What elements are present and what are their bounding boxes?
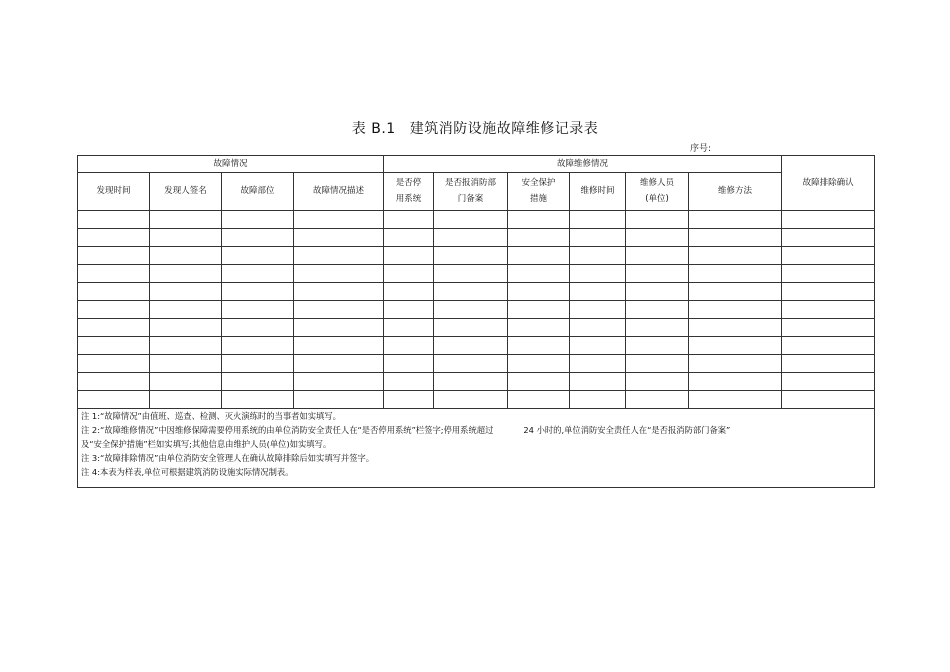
table-row [78, 247, 875, 265]
table-cell [78, 229, 150, 247]
table-cell [626, 373, 689, 391]
note-2-continued: 及“安全保护措施”栏如实填写;其他信息由维护人员(单位)如实填写。 [81, 439, 332, 450]
table-cell [78, 391, 150, 409]
header-stop-system-line2: 用系统 [395, 193, 422, 204]
table-cell [434, 211, 508, 229]
table-cell [222, 301, 294, 319]
fault-repair-record-table [77, 155, 875, 488]
header-fault-part: 故障部位 [222, 173, 294, 211]
table-cell [150, 355, 222, 373]
group-header-repair: 故障维修情况 [384, 156, 782, 173]
table-cell [508, 319, 570, 337]
table-cell [294, 355, 384, 373]
table-cell [508, 373, 570, 391]
table-cell [384, 247, 434, 265]
notes-cell [78, 409, 875, 488]
header-safety-measures [508, 173, 570, 211]
header-found-time: 发现时间 [78, 173, 150, 211]
table-cell [222, 211, 294, 229]
table-cell [434, 373, 508, 391]
table-cell [782, 265, 875, 283]
table-cell [384, 337, 434, 355]
table-cell [782, 301, 875, 319]
table-row [78, 283, 875, 301]
table-cell [782, 283, 875, 301]
table-cell [294, 283, 384, 301]
note-2-part-b: 24 小时的,单位消防安全责任人在“是否报消防部门备案” [523, 425, 731, 436]
table-cell [689, 391, 782, 409]
table-row [78, 229, 875, 247]
table-cell [570, 355, 626, 373]
table-cell [434, 355, 508, 373]
table-cell [150, 319, 222, 337]
table-cell [78, 211, 150, 229]
table-cell [508, 211, 570, 229]
table-cell [434, 301, 508, 319]
table-cell [626, 265, 689, 283]
table-cell [626, 319, 689, 337]
table-cell [508, 229, 570, 247]
table-cell [689, 301, 782, 319]
table-cell [150, 283, 222, 301]
table-cell [782, 391, 875, 409]
table-cell [78, 319, 150, 337]
table-cell [294, 301, 384, 319]
table-cell [78, 373, 150, 391]
table-cell [222, 373, 294, 391]
table-cell [689, 229, 782, 247]
table-cell [434, 283, 508, 301]
table-cell [222, 265, 294, 283]
table-cell [508, 301, 570, 319]
table-cell [689, 247, 782, 265]
table-cell [294, 247, 384, 265]
table-cell [384, 355, 434, 373]
header-repair-method: 维修方法 [689, 173, 782, 211]
table-number: 表 B.1 [351, 121, 396, 137]
table-cell [78, 247, 150, 265]
header-report-fire [434, 173, 508, 211]
table-cell [78, 283, 150, 301]
table-cell [570, 211, 626, 229]
table-cell [150, 391, 222, 409]
table-cell [782, 319, 875, 337]
table-cell [626, 391, 689, 409]
table-cell [384, 265, 434, 283]
table-row [78, 391, 875, 409]
table-cell [150, 247, 222, 265]
table-cell [570, 337, 626, 355]
table-cell [294, 337, 384, 355]
table-cell [626, 211, 689, 229]
table-cell [782, 337, 875, 355]
header-report-fire-line2: 门备案 [457, 193, 484, 204]
table-cell [689, 265, 782, 283]
table-cell [150, 373, 222, 391]
table-cell [222, 355, 294, 373]
table-cell [689, 319, 782, 337]
table-row [78, 355, 875, 373]
header-fault-desc: 故障情况描述 [294, 173, 384, 211]
table-cell [294, 265, 384, 283]
note-2 [81, 426, 874, 440]
table-row [78, 373, 875, 391]
table-cell [294, 319, 384, 337]
table-cell [626, 301, 689, 319]
table-cell [434, 229, 508, 247]
table-cell [384, 319, 434, 337]
table-cell [570, 283, 626, 301]
table-cell [434, 247, 508, 265]
table-cell [150, 337, 222, 355]
table-cell [626, 355, 689, 373]
note-2-part-a: 注 2:“故障维修情况”中因维修保障需要停用系统的由单位消防安全责任人在“是否停用系统”栏签字;停用系统超过 [81, 425, 494, 436]
table-cell [222, 247, 294, 265]
table-cell [294, 211, 384, 229]
header-stop-system-line1: 是否停 [395, 178, 422, 189]
header-report-fire-line1: 是否报消防部 [445, 178, 497, 189]
table-cell [222, 319, 294, 337]
table-cell [570, 229, 626, 247]
table-cell [782, 355, 875, 373]
table-cell [689, 337, 782, 355]
header-fault-confirm: 故障排除确认 [782, 156, 875, 211]
table-cell [222, 229, 294, 247]
table-cell [782, 247, 875, 265]
table-cell [434, 319, 508, 337]
table-cell [78, 337, 150, 355]
table-cell [570, 319, 626, 337]
note-3: 注 3:“故障排除情况”由单位消防安全管理人在确认故障排除后如实填写并签字。 [81, 453, 375, 464]
table-cell [626, 283, 689, 301]
table-cell [384, 211, 434, 229]
table-cell [222, 283, 294, 301]
header-repair-person-line2: (单位) [645, 193, 669, 204]
table-cell [570, 301, 626, 319]
table-row [78, 265, 875, 283]
table-cell [570, 265, 626, 283]
table-cell [508, 355, 570, 373]
table-cell [689, 211, 782, 229]
table-cell [294, 391, 384, 409]
table-cell [78, 265, 150, 283]
table-cell [150, 211, 222, 229]
table-cell [150, 265, 222, 283]
table-cell [626, 337, 689, 355]
table-cell [689, 355, 782, 373]
table-row [78, 301, 875, 319]
table-cell [294, 229, 384, 247]
table-cell [222, 391, 294, 409]
table-cell [508, 247, 570, 265]
table-cell [782, 373, 875, 391]
table-cell [384, 283, 434, 301]
table-cell [570, 373, 626, 391]
table-cell [384, 391, 434, 409]
table-cell [782, 211, 875, 229]
table-cell [782, 229, 875, 247]
group-header-fault: 故障情况 [78, 156, 384, 173]
table-cell [384, 301, 434, 319]
header-safety-line1: 安全保护 [521, 178, 556, 189]
table-cell [689, 283, 782, 301]
table-cell [508, 283, 570, 301]
table-cell [150, 301, 222, 319]
table-cell [78, 301, 150, 319]
table-cell [570, 391, 626, 409]
table-row [78, 211, 875, 229]
table-cell [78, 355, 150, 373]
page-title [0, 118, 950, 138]
note-1: 注 1:“故障情况”由值班、巡查、检测、灭火演练时的当事者如实填写。 [81, 411, 341, 422]
table-cell [689, 373, 782, 391]
header-repair-person-line1: 维修人员 [640, 178, 675, 189]
table-cell [626, 247, 689, 265]
table-cell [508, 391, 570, 409]
serial-number-label: 序号: [690, 144, 712, 154]
table-cell [384, 229, 434, 247]
table-row [78, 319, 875, 337]
header-stop-system [384, 173, 434, 211]
table-body [78, 211, 875, 488]
header-finder-sign: 发现人签名 [150, 173, 222, 211]
table-cell [150, 229, 222, 247]
header-safety-line2: 措施 [530, 193, 548, 204]
table-cell [222, 337, 294, 355]
table-cell [434, 265, 508, 283]
table-cell [626, 229, 689, 247]
table-cell [294, 373, 384, 391]
note-4: 注 4:本表为样表,单位可根据建筑消防设施实际情况制表。 [81, 467, 294, 478]
table-cell [434, 337, 508, 355]
table-cell [570, 247, 626, 265]
table-title: 建筑消防设施故障维修记录表 [409, 121, 599, 137]
table-row [78, 337, 875, 355]
table-cell [434, 391, 508, 409]
table-cell [384, 373, 434, 391]
header-repair-person [626, 173, 689, 211]
header-repair-time: 维修时间 [570, 173, 626, 211]
table-cell [508, 265, 570, 283]
table-cell [508, 337, 570, 355]
